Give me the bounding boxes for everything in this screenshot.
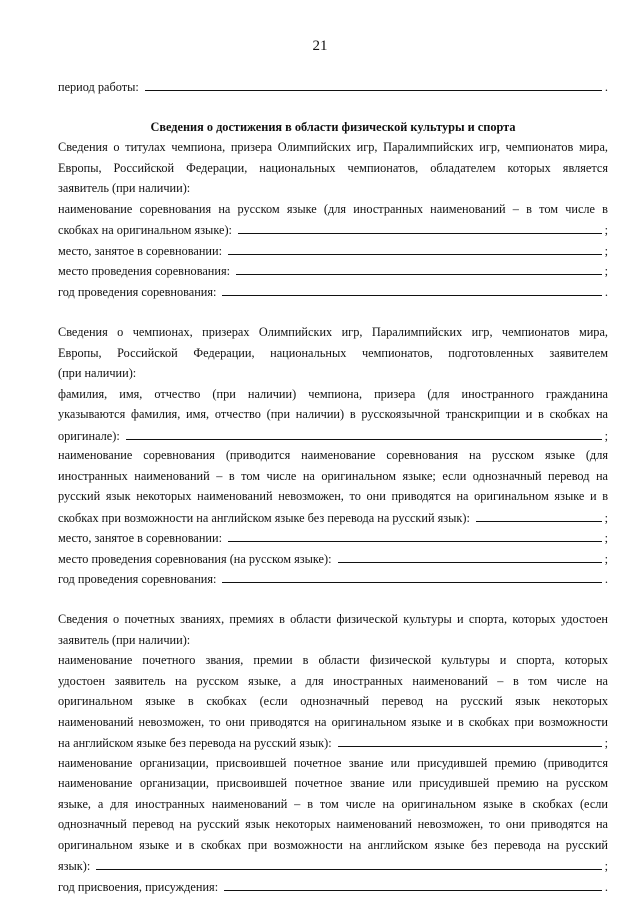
honors-title-text: наименование почетного звания, премии в области физической культуры и спорта, которых [58, 653, 608, 667]
champions-competition-text: наименование соревнования (приводится наименование соревнования на русском языке (для [58, 448, 608, 462]
honors-org-text: языке, а для иностранных наименований – в том числе на оригинальном языке в скобках (если [58, 797, 608, 811]
champions-fio-text: фамилия, имя, отчество (при наличии) чемпиона, призера (для иностранного гражданина [58, 387, 608, 401]
work-period-label: период работы: [58, 80, 139, 94]
champions-fio-blank[interactable] [126, 425, 602, 440]
champions-competition-blank[interactable] [476, 507, 602, 522]
honors-title-text: оригинальном языке в скобках (если однозначный перевод на русский язык некоторых [58, 694, 608, 708]
titles-competition-text: наименование соревнования на русском языке (для иностранных наименований – в том числе в [58, 202, 608, 216]
honors-intro-line: заявитель (при наличии): [58, 633, 191, 647]
champions-intro-line: Европы, Российской Федерации, национальных чемпионатов, подготовленных заявителем [58, 346, 608, 360]
honors-org-field: язык): ; [58, 855, 608, 876]
honors-org-text: наименование организации, присвоившей почетное звание или присудившей премию (приводится [58, 756, 608, 770]
champions-place-blank[interactable] [228, 527, 602, 542]
honors-title-text: удостоен заявитель на русском языке, а для иностранных наименований – в том числе на [58, 674, 608, 688]
champions-competition-field: скобках при возможности на английском языке без перевода на русский язык): ; [58, 507, 608, 528]
champions-intro-line: Сведения о чемпионах, призерах Олимпийских игр, Паралимпийских игр, чемпионатов мира, [58, 325, 608, 339]
honors-year-field: год присвоения, присуждения: . [58, 876, 608, 897]
champions-venue-blank[interactable] [338, 548, 602, 563]
titles-intro-line: заявитель (при наличии): [58, 181, 191, 195]
honors-org-blank[interactable] [96, 855, 601, 870]
honors-year-blank[interactable] [224, 876, 602, 891]
champions-intro-line: (при наличии): [58, 366, 137, 380]
titles-intro-line: Европы, Российской Федерации, национальных чемпионатов, обладателем которых является [58, 161, 608, 175]
titles-year-blank[interactable] [222, 281, 601, 296]
champions-year-field: год проведения соревнования: . [58, 568, 608, 589]
champions-competition-text: русский язык некоторых наименований невозможен, то они приводятся на оригинальном языке и в [58, 489, 608, 503]
honors-title-blank[interactable] [338, 732, 602, 747]
section-title: Сведения о достижения в области физической культуры и спорта [150, 120, 516, 134]
titles-intro-line: Сведения о титулах чемпиона, призера Олимпийских игр, Паралимпийских игр, чемпионатов мира, [58, 140, 608, 154]
titles-place-field: место, занятое в соревновании: ; [58, 240, 608, 261]
page-number: 21 [312, 38, 328, 54]
champions-venue-field: место проведения соревнования (на русском языке): ; [58, 548, 608, 569]
titles-venue-blank[interactable] [236, 260, 602, 275]
titles-competition-blank[interactable] [238, 219, 602, 234]
honors-org-text: оригинальном языке и в скобках при возможности на английском языке без перевода на русский [58, 838, 608, 852]
titles-year-field: год проведения соревнования: . [58, 281, 608, 302]
titles-competition-field: скобках на оригинальном языке): ; [58, 219, 608, 240]
honors-org-text: однозначный перевод на русский язык некоторых наименований невозможен, то они приводятся на [58, 817, 608, 831]
honors-title-field: на английском языке без перевода на русский язык): ; [58, 732, 608, 753]
titles-venue-field: место проведения соревнования: ; [58, 260, 608, 281]
work-period-blank[interactable] [145, 76, 602, 91]
honors-org-text: наименование организации, присвоившей почетное звание или присудившей премию на русском [58, 776, 608, 790]
titles-place-blank[interactable] [228, 240, 602, 255]
champions-fio-text: указываются фамилия, имя, отчество (при наличии) в русскоязычной транскрипции и в скобках на [58, 407, 608, 421]
champions-place-field: место, занятое в соревновании: ; [58, 527, 608, 548]
work-period-field: период работы: . [58, 76, 608, 97]
champions-year-blank[interactable] [222, 568, 601, 583]
champions-fio-field: оригинале): ; [58, 425, 608, 446]
honors-intro-line: Сведения о почетных званиях, премиях в области физической культуры и спорта, которых удостоен [58, 612, 608, 626]
champions-competition-text: иностранных наименований – в том числе на оригинальном языке; если однозначный перевод на [58, 469, 608, 483]
honors-title-text: наименований невозможен, то они приводятся на оригинальном языке и в скобках при возможности [58, 715, 608, 729]
